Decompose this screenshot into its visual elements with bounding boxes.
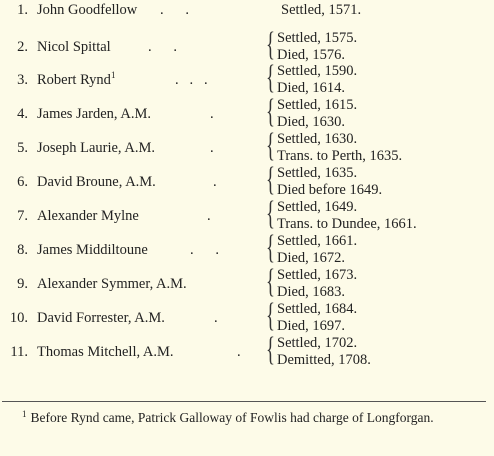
entry-number: 7. bbox=[17, 208, 28, 224]
entry-number: 10. bbox=[9, 310, 28, 326]
entry-event: Died, 1683. bbox=[277, 284, 346, 300]
entry-name-text: Alexander Symmer, A.M. bbox=[37, 276, 187, 292]
entry-name bbox=[37, 2, 137, 19]
entry-event: Died before 1649. bbox=[277, 182, 383, 198]
entry-name bbox=[37, 174, 156, 191]
entry-events bbox=[277, 199, 417, 233]
entry-name bbox=[37, 39, 111, 56]
entry-event: Settled, 1571. bbox=[281, 2, 362, 18]
brace-glyph: { bbox=[266, 93, 275, 130]
entry-event: Settled, 1590. bbox=[277, 63, 358, 79]
brace-glyph: { bbox=[266, 297, 275, 334]
entry-number: 6. bbox=[17, 174, 28, 190]
entry-number: 9. bbox=[17, 276, 28, 292]
entry-event: Settled, 1635. bbox=[277, 165, 358, 181]
entry-number: 2. bbox=[17, 39, 28, 55]
entry-events bbox=[277, 131, 402, 165]
footnote-mark: 1 bbox=[22, 408, 27, 419]
entry-event: Settled, 1649. bbox=[277, 199, 358, 215]
brace-glyph: { bbox=[266, 263, 275, 300]
brace-glyph: { bbox=[266, 195, 275, 232]
leader-dots: . . bbox=[148, 39, 177, 55]
entry-name bbox=[37, 106, 151, 123]
entry-name bbox=[37, 72, 115, 89]
brace-glyph: { bbox=[266, 161, 275, 198]
leader-dots: . bbox=[210, 140, 214, 156]
entry-events bbox=[277, 335, 371, 369]
entry-events bbox=[277, 233, 357, 267]
entry-number: 1. bbox=[17, 2, 28, 18]
entry-events bbox=[277, 301, 357, 335]
entry-name-text: James Middiltoune bbox=[37, 242, 148, 258]
footnote-text: Before Rynd came, Patrick Galloway of Fowlis had charge of Longforgan. bbox=[30, 410, 434, 425]
entry-event: Died, 1672. bbox=[277, 250, 346, 266]
entry-event: Died, 1614. bbox=[277, 80, 346, 96]
leader-dots: . bbox=[210, 106, 214, 122]
entry-number: 11. bbox=[10, 344, 28, 360]
entry-event: Demitted, 1708. bbox=[277, 352, 371, 368]
entry-event: Settled, 1684. bbox=[277, 301, 358, 317]
brace-glyph: { bbox=[266, 127, 275, 164]
entry-event: Died, 1630. bbox=[277, 114, 346, 130]
entry-event: Settled, 1575. bbox=[277, 30, 358, 46]
leader-dots: . bbox=[213, 174, 217, 190]
footnote-rule bbox=[2, 401, 486, 402]
entry-events bbox=[277, 30, 357, 64]
leader-dots: . . bbox=[190, 242, 219, 258]
leader-dots: . bbox=[237, 344, 241, 360]
entry-name bbox=[37, 242, 148, 259]
leader-dots: . bbox=[214, 310, 218, 326]
footnote bbox=[4, 408, 488, 427]
entry-name bbox=[37, 208, 139, 225]
entry-event: Trans. to Dundee, 1661. bbox=[277, 216, 417, 232]
brace-glyph: { bbox=[266, 229, 275, 266]
entry-number: 8. bbox=[17, 242, 28, 258]
entry-name-text: David Broune, A.M. bbox=[37, 174, 156, 190]
entry-name bbox=[37, 310, 165, 327]
entry-events bbox=[277, 63, 357, 97]
entry-name-text: James Jarden, A.M. bbox=[37, 106, 151, 122]
leader-dots: . bbox=[207, 208, 211, 224]
entry-event: Settled, 1615. bbox=[277, 97, 358, 113]
entry-events bbox=[277, 165, 382, 199]
leader-dots: . . bbox=[160, 2, 189, 18]
entry-name-text: David Forrester, A.M. bbox=[37, 310, 165, 326]
entry-events bbox=[277, 267, 357, 301]
brace-glyph: { bbox=[266, 26, 275, 63]
entry-name-text: Joseph Laurie, A.M. bbox=[37, 140, 155, 156]
entry-event: Died, 1697. bbox=[277, 318, 346, 334]
entry-event: Died, 1576. bbox=[277, 47, 346, 63]
entry-number: 5. bbox=[17, 140, 28, 156]
entry-event: Trans. to Perth, 1635. bbox=[277, 148, 403, 164]
entry-name-text: Robert Rynd bbox=[37, 72, 111, 88]
leader-dots: . . . bbox=[175, 72, 208, 88]
entry-event: Settled, 1661. bbox=[277, 233, 358, 249]
entry-name-text: Thomas Mitchell, A.M. bbox=[37, 344, 174, 360]
entry-name-text: Alexander Mylne bbox=[37, 208, 139, 224]
entry-number: 4. bbox=[17, 106, 28, 122]
entry-event: Settled, 1673. bbox=[277, 267, 358, 283]
entry-name-text: Nicol Spittal bbox=[37, 39, 111, 55]
entry-name-text: John Goodfellow bbox=[37, 2, 138, 18]
entry-events bbox=[277, 97, 357, 131]
entry-name bbox=[37, 344, 174, 361]
entry-event: Settled, 1630. bbox=[277, 131, 358, 147]
entry-name bbox=[37, 140, 155, 157]
brace-glyph: { bbox=[266, 331, 275, 368]
entry-name bbox=[37, 276, 187, 293]
footnote-reference: 1 bbox=[110, 70, 116, 81]
brace-glyph: { bbox=[266, 59, 275, 96]
entry-number: 3. bbox=[17, 72, 28, 88]
entry-event: Settled, 1702. bbox=[277, 335, 358, 351]
